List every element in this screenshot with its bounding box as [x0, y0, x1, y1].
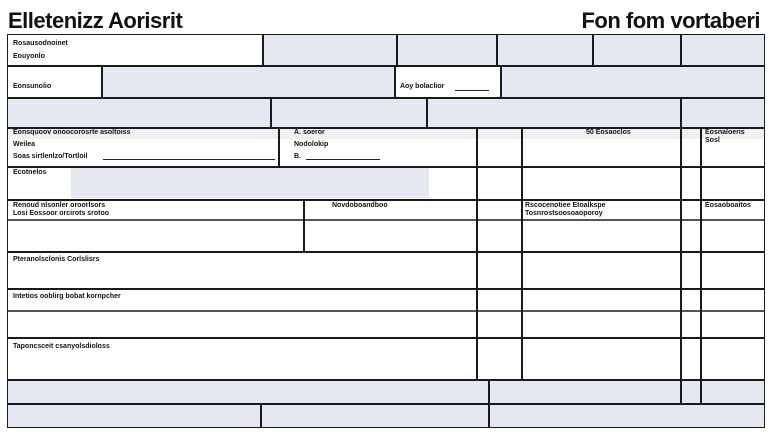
vline-r2-c — [500, 65, 502, 97]
vline-r1-b — [396, 35, 398, 65]
vline-r10-b — [488, 403, 490, 427]
label-r1-a: Rosausodnoinet — [13, 40, 68, 47]
label-r3-f: B. — [294, 153, 301, 160]
label-r3-e: Nodolokip — [294, 141, 329, 148]
vline-r1-c — [496, 35, 498, 65]
shade-r2b-c2[interactable] — [270, 97, 426, 127]
hline-6 — [8, 251, 764, 253]
vline-r1-d — [592, 35, 594, 65]
shade-r2-input[interactable] — [101, 65, 394, 97]
label-r5-e: Tosnrostsoosoaoporoy — [525, 210, 603, 217]
label-r5-a: Renoud nlsonler oroorlsors — [13, 202, 106, 209]
vline-main-b — [521, 127, 523, 379]
vline-main-d — [700, 127, 702, 403]
vline-r2b-a — [270, 97, 272, 127]
label-r5-b: Losi Eossoor orcirots srotoo — [13, 210, 110, 217]
shade-r4-input[interactable] — [71, 166, 429, 198]
label-r3-i: Sosl — [705, 137, 720, 144]
label-r3-b: Weilea — [13, 141, 36, 148]
label-r5-d: Rscocenotiee Etoalkspe — [525, 202, 606, 209]
shade-r1-c3[interactable] — [496, 35, 592, 65]
label-r3-d: A. soeror — [294, 129, 325, 136]
vline-r9-a — [488, 379, 490, 403]
underline-r2 — [455, 90, 489, 91]
shade-r1-c5[interactable] — [680, 35, 764, 65]
vline-main-a — [476, 127, 478, 379]
shade-r2b-c4[interactable] — [680, 97, 764, 127]
hline-8 — [8, 337, 764, 339]
shade-r9[interactable] — [8, 379, 764, 403]
shade-r10[interactable] — [8, 403, 764, 427]
label-r3-c: Soas sirtlenlzo/Tortloil — [13, 153, 88, 160]
hline-5b — [8, 219, 764, 221]
hline-1 — [8, 65, 764, 67]
label-r6-a: Pteranolsclonis Corlslisrs — [13, 256, 100, 263]
label-r3-h: Eosnaloeris — [705, 129, 745, 136]
vline-r10-a — [260, 403, 262, 427]
label-r2-a: Eonsunolio — [13, 83, 52, 90]
vline-r5-a — [303, 199, 305, 251]
hline-7b — [8, 310, 764, 312]
shade-r1-c2[interactable] — [396, 35, 496, 65]
vline-r2b-c — [680, 97, 682, 127]
vline-r1-a — [262, 35, 264, 65]
hline-10 — [8, 403, 764, 405]
label-r2-b: Aoy bolaclior — [400, 83, 445, 90]
form-title: Elletenizz Aorisrit — [8, 8, 183, 33]
label-r4-a: Ecotnelos — [13, 169, 47, 176]
shade-r2-right[interactable] — [500, 65, 764, 97]
label-r8-a: Taponcsceit csanyolsdioloss — [13, 343, 110, 350]
vline-r3-a — [278, 127, 280, 166]
label-r1-b: Eouyonlo — [13, 53, 45, 60]
label-r5-f: Eosaoboaitos — [705, 202, 751, 209]
hline-7 — [8, 288, 764, 290]
shade-r1-c1[interactable] — [262, 35, 396, 65]
form-subtitle: Fon fom vortaberi — [581, 8, 760, 33]
vline-r2b-b — [426, 97, 428, 127]
label-r5-c: Novdoboandboo — [332, 202, 388, 209]
shade-r1-c4[interactable] — [592, 35, 680, 65]
shade-r2b-c1[interactable] — [8, 97, 270, 127]
vline-r2-a — [101, 65, 103, 97]
underline-r3-c — [103, 159, 275, 160]
label-r7-a: Intetios ooblirg bobat kornpcher — [13, 293, 121, 300]
underline-r3-f — [306, 159, 380, 160]
form-grid — [7, 34, 765, 428]
label-r3-a: Eonsquoov onoocorosrte asoltoiss — [13, 129, 131, 136]
hline-9 — [8, 379, 764, 381]
hline-2 — [8, 97, 764, 99]
hline-5 — [8, 199, 764, 201]
vline-main-c — [680, 127, 682, 403]
vline-r2-b — [394, 65, 396, 97]
label-r3-g: 50 Eosaoclos — [586, 129, 631, 136]
hline-4 — [8, 166, 764, 168]
shade-r2b-c3[interactable] — [426, 97, 680, 127]
vline-r1-e — [680, 35, 682, 65]
